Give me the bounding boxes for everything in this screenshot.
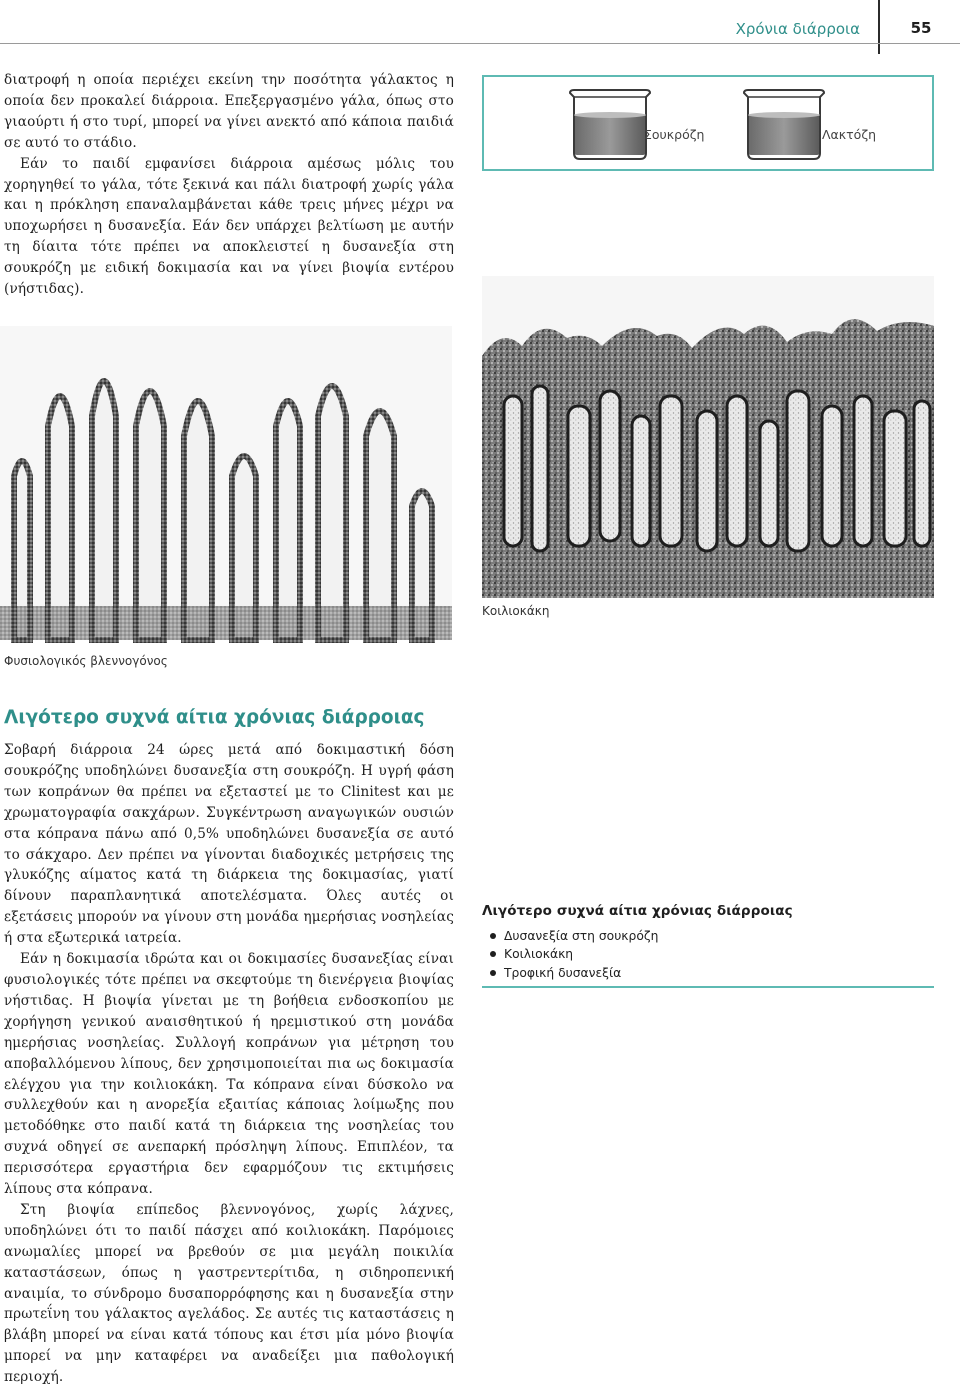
- sidebar-list: [482, 927, 934, 982]
- header-divider: [878, 0, 880, 54]
- beaker-label: Σουκρόζη: [644, 127, 705, 142]
- beaker-icon: [740, 89, 828, 161]
- bullet-icon: [490, 951, 496, 957]
- beaker-label: Λακτόζη: [822, 127, 877, 142]
- celiac-micrograph: [482, 276, 934, 598]
- beaker-sucrose: [566, 89, 654, 165]
- sidebar-box: [482, 903, 934, 988]
- paragraph: Στη βιοψία επίπεδος βλεννογόνος, χωρίς λάχνες, υποδηλώνει ότι το παιδί πάσχει από κοιλιοκάκη. Παρόμοιες ανωμαλίες μπορεί να βρεθούν σε μια μεγάλη ποικιλία καταστάσεων, όπως η γαστρεντερίτιδα, η σιδηροπενική αναιμία, το σύνδρομο δυσαπορρόφησης και η δυσανεξία στην πρωτεΐνη του γάλακτος αγελάδος. Σε αυτές τις καταστάσεις η βλάβη μπορεί να είναι κατά τόπους και έτσι μία μόνο βιοψία μπορεί να μην καταφέρει να αναδείξει μια παθολογική περιοχή.: [4, 1201, 454, 1386]
- normal-micrograph-image: [0, 326, 452, 640]
- list-item-label: Κοιλιοκάκη: [504, 947, 574, 962]
- normal-micrograph: [0, 326, 452, 640]
- paragraph: διατροφή η οποία περιέχει εκείνη την ποσότητα γάλακτος η οποία δεν προκαλεί διάρροια. Επεξεργασμένο γάλα, όπως στο γιαούρτι ή στο τυρί, μπορεί να γίνει ανεκτό από κάποια παιδιά σε αυτό το στάδιο.: [4, 72, 454, 151]
- sidebar-rule: [482, 986, 934, 988]
- list-item: [482, 927, 934, 945]
- header-rule: [0, 43, 960, 44]
- running-header-title: Χρόνια διάρροια: [735, 20, 860, 38]
- sidebar-title: Λιγότερο συχνά αίτια χρόνιας διάρροιας: [482, 903, 793, 919]
- bullet-icon: [490, 970, 496, 976]
- sugar-beakers-figure: [482, 75, 934, 171]
- top-text-column: [4, 70, 454, 300]
- bottom-text-column: [4, 740, 454, 1388]
- section-heading: Λιγότερο συχνά αίτια χρόνιας διάρροιας: [4, 707, 425, 728]
- celiac-caption: Κοιλιοκάκη: [482, 604, 550, 618]
- celiac-micrograph-image: [482, 276, 934, 598]
- list-item: [482, 964, 934, 982]
- paragraph: Εάν το παιδί εμφανίσει διάρροια αμέσως μόλις του χορηγηθεί το γάλα, τότε ξεκινά και πάλι διατροφή χωρίς γάλα και η πρόκληση επαναλαμβάνεται κάθε τρεις μήνες μέχρι να υποχωρήσει η δυσανεξία. Εάν δεν υπάρχει βελτίωση με αυτήν τη δίαιτα τότε πρέπει να αποκλειστεί η δυσανεξία στη σουκρόζη με ειδική δοκιμασία και να γίνει βιοψία εντέρου (νήστιδας).: [4, 155, 454, 298]
- paragraph: Εάν η δοκιμασία ιδρώτα και οι δοκιμασίες δυσανεξίας είναι φυσιολογικές τότε πρέπει να σκεφτούμε τη διενέργεια βιοψίας νήστιδας. Η βιοψία γίνεται με τη βοήθεια ενδοσκοπίου με χορήγηση γενικού αναισθητικού ή ηρεμιστικού στη μονάδα ημερήσιας νοσηλείας. Συλλογή κοπράνων για μέτρηση του αποβαλλόμενου λίπους, δεν χρησιμοποιείται πια ως δοκιμασία ελέγχου για την κοιλιοκάκη. Τα κόπρανα είναι δύσκολο να συλλεχθούν και η ανορεξία εξαιτίας κάποιας λοίμωξης που μετοδόθηκε στο παιδί κατά τη διάρκεια της νοσηλείας του συχνά οδηγεί σε ανεπαρκή πρόσληψη λίπους. Επιπλέον, τα περισσότερα εργαστήρια δεν εφαρμόζουν τις εκτιμήσεις λίπους στα κόπρανα.: [4, 951, 454, 1198]
- list-item-label: Τροφική δυσανεξία: [504, 965, 622, 980]
- page-number: 55: [910, 19, 932, 37]
- beaker-icon: [566, 89, 654, 161]
- list-item-label: Δυσανεξία στη σουκρόζη: [504, 929, 659, 943]
- beaker-lactose: [740, 89, 828, 165]
- bullet-icon: [490, 933, 496, 939]
- paragraph: Σοβαρή διάρροια 24 ώρες μετά από δοκιμαστική δόση σουκρόζης υποδηλώνει δυσανεξία στη σουκρόζη. Η υγρή φάση των κοπράνων θα πρέπει να εξεταστεί με το Clinitest και με χρωματογραφία σακχάρων. Συγκέντρωση αναγωγικών ουσιών στα κόπρανα πάνω από 0,5% υποδηλώνει δυσανεξία σε αυτό το σάκχαρο. Δεν πρέπει να γίνονται διαδοχικές μετρήσεις της γλυκόζης αίματος κατά τη διάρκεια της δοκιμασίας, γιατί δίνουν παραπλανητικά αποτελέσματα. Όλες αυτές οι εξετάσεις μπορούν να γίνουν στη μονάδα ημερήσιας νοσηλείας ή στα εξωτερικά ιατρεία.: [4, 742, 454, 947]
- normal-caption: Φυσιολογικός βλεννογόνος: [4, 654, 168, 668]
- list-item: [482, 945, 934, 963]
